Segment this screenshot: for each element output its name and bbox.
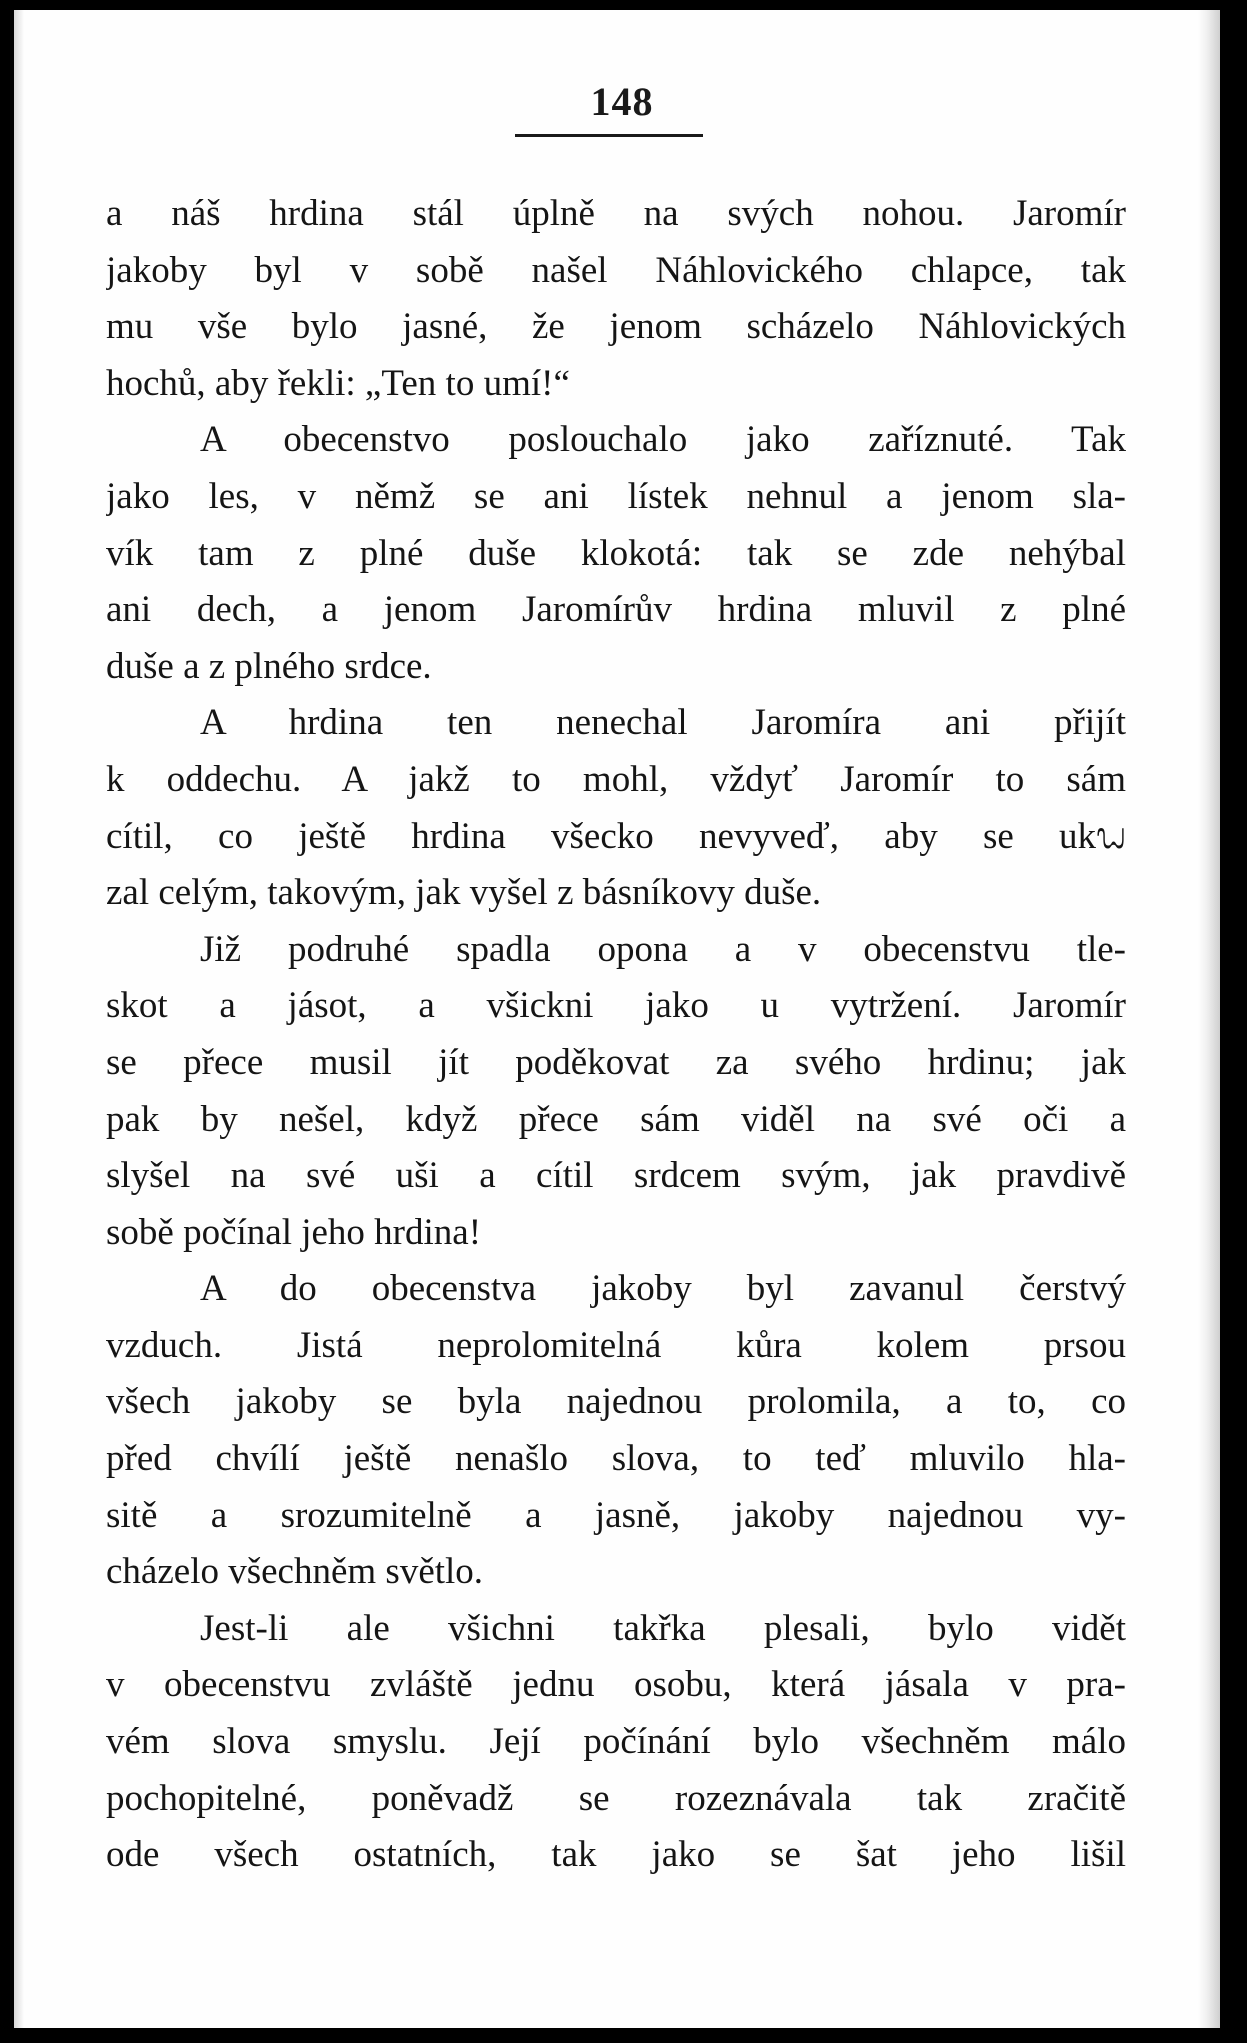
body-text bbox=[106, 186, 1126, 1884]
text-line: vém slova smyslu. Její počínání bylo všechněm málo bbox=[106, 1721, 1126, 1763]
text-line: slyšel na své uši a cítil srdcem svým, jak pravdivě bbox=[106, 1155, 1126, 1197]
text-line: všech jakoby se byla najednou prolomila, a to, co bbox=[106, 1381, 1126, 1423]
text-line: před chvílí ještě nenašlo slova, to teď mluvilo hla- bbox=[106, 1438, 1126, 1480]
text-line: A hrdina ten nenechal Jaromíra ani přijít bbox=[200, 702, 1126, 744]
text-line: skot a jásot, a všickni jako u vytržení. Jaromír bbox=[106, 985, 1126, 1027]
text-line: a náš hrdina stál úplně na svých nohou. Jaromír bbox=[106, 193, 1126, 234]
text-line: jakoby byl v sobě našel Náhlovického chlapce, tak bbox=[106, 249, 1126, 291]
text-line: se přece musil jít poděkovat za svého hrdinu; jak bbox=[106, 1041, 1126, 1083]
text-line: jako les, v němž se ani lístek nehnul a jenom sla- bbox=[106, 475, 1126, 517]
text-line: mu vše bylo jasné, že jenom scházelo Náhlovických bbox=[106, 306, 1126, 348]
page-number: 148 bbox=[590, 79, 654, 124]
book-page bbox=[14, 10, 1220, 2028]
text-line: zal celým, takovým, jak vyšel z básníkovy duše. bbox=[106, 872, 822, 914]
text-line: sitě a srozumitelně a jasně, jakoby najednou vy- bbox=[106, 1494, 1126, 1536]
text-line: cítil, co ještě hrdina všecko nevyveď, aby se ukᬠ bbox=[106, 815, 1126, 857]
page-number-rule bbox=[515, 134, 703, 137]
text-line: vzduch. Jistá neprolomitelná kůra kolem prsou bbox=[106, 1324, 1126, 1366]
text-line: A do obecenstva jakoby byl zavanul čerstvý bbox=[200, 1268, 1126, 1310]
page-right-edge bbox=[1198, 10, 1220, 2028]
text-line: A obecenstvo poslouchalo jako zaříznuté. Tak bbox=[200, 419, 1126, 461]
text-line: duše a z plného srdce. bbox=[106, 645, 432, 687]
text-line: hochů, aby řekli: „Ten to umí!“ bbox=[106, 362, 570, 404]
text-line: Již podruhé spadla opona a v obecenstvu tle- bbox=[200, 928, 1126, 970]
text-line: ani dech, a jenom Jaromírův hrdina mluvil z plné bbox=[106, 589, 1126, 631]
text-line: k oddechu. A jakž to mohl, vždyť Jaromír to sám bbox=[106, 758, 1126, 800]
text-line: cházelo všechněm světlo. bbox=[106, 1551, 484, 1593]
text-line: vík tam z plné duše klokotá: tak se zde nehýbal bbox=[106, 532, 1126, 574]
page-left-edge bbox=[14, 10, 24, 2028]
text-line: pak by nešel, když přece sám viděl na své oči a bbox=[106, 1098, 1126, 1140]
text-line: sobě počínal jeho hrdina! bbox=[106, 1211, 482, 1253]
text-line: pochopitelné, poněvadž se rozeznávala tak zračitě bbox=[106, 1777, 1126, 1819]
text-line: Jest-li ale všichni takřka plesali, bylo vidět bbox=[200, 1607, 1126, 1649]
text-line: v obecenstvu zvláště jednu osobu, která jásala v pra- bbox=[106, 1664, 1126, 1706]
text-line: ode všech ostatních, tak jako se šat jeho lišil bbox=[106, 1834, 1126, 1876]
